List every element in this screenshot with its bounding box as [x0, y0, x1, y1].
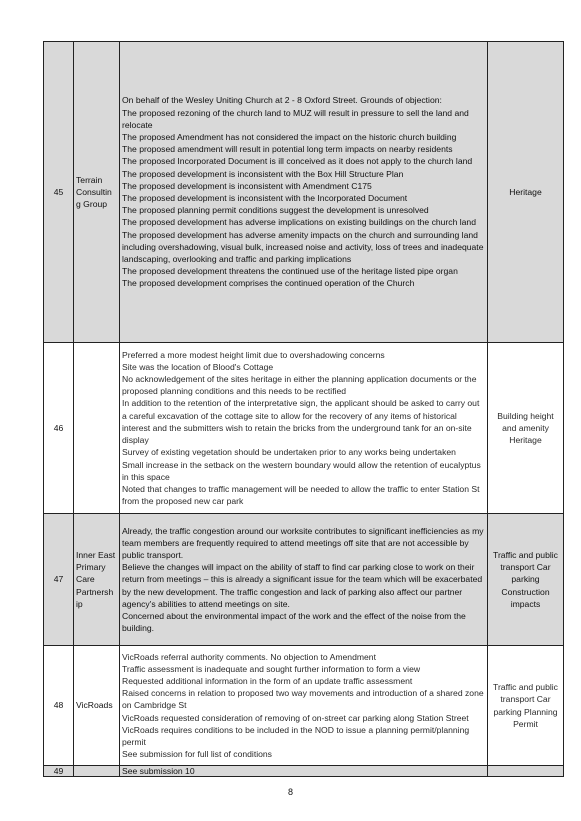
table-row [44, 646, 564, 766]
submission-summary [120, 42, 488, 343]
table-row [44, 766, 564, 777]
issue-category: Building height and amenity Heritage [488, 343, 564, 514]
submitter-name: Inner East Primary Care Partnersh ip [74, 514, 120, 646]
submission-number: 49 [44, 766, 74, 777]
submission-line: The proposed amendment will result in potential long term impacts on nearby residents [122, 144, 453, 155]
submission-line: Requested additional information in the form of an update traffic assessment [122, 675, 413, 686]
page-number: 8 [287, 787, 293, 797]
submission-line: The proposed development comprises the continued operation of the Church [122, 278, 415, 289]
issue-category: Traffic and public transport Car parking Construction impacts [488, 514, 564, 646]
submission-line: Raised concerns in relation to proposed two way movements and introduction of a shared zone on Cambridge St [122, 688, 484, 711]
submitter-name [74, 343, 120, 514]
submission-summary [120, 646, 488, 766]
submission-line: Traffic assessment is inadequate and sought further information to form a view [122, 663, 421, 674]
submission-summary [120, 343, 488, 514]
submission-line: In addition to the retention of the interpretative sign, the applicant should be asked to carry out a careful excavation of the cottage site to allow for the recovery of any items of historical interest and the submitters wish to retain the bricks from the underground tank for an on-site display [122, 398, 480, 446]
submission-line: Concerned about the environmental impact of the work and the effect of the noise from the building. [122, 611, 466, 634]
submission-line: Preferred a more modest height limit due to overshadowing concerns [122, 349, 385, 360]
submission-line: See submission 10 [122, 766, 195, 776]
submission-line: Survey of existing vegetation should be undertaken prior to any works being undertaken [122, 447, 456, 458]
issue-category: Heritage [488, 42, 564, 343]
submission-line: The proposed development has adverse implications on existing buildings on the church land [122, 217, 476, 228]
submission-line: The proposed development has adverse amenity impacts on the church and surrounding land including overshadowing, visual bulk, increased noise and activity, loss of trees and inadequate landscaping, overlooking and traffic and parking implications [122, 229, 484, 265]
submission-line: The proposed development is inconsistent with Amendment C175 [122, 180, 372, 191]
submission-number: 46 [44, 343, 74, 514]
submission-line: The proposed development is inconsistent with the Incorporated Document [122, 193, 408, 203]
issue-category: Traffic and public transport Car parking Planning Permit [488, 646, 564, 766]
submission-line: On behalf of the Wesley Uniting Church at 2 - 8 Oxford Street. Grounds of objection: [122, 95, 442, 106]
submission-line: The proposed development threatens the continued use of the heritage listed pipe organ [122, 266, 458, 277]
issue-category [488, 766, 564, 777]
submitter-name: Terrain Consultin g Group [74, 42, 120, 343]
submission-number: 47 [44, 514, 74, 646]
table-row [44, 343, 564, 514]
submitter-name [74, 766, 120, 777]
submitter-name: VicRoads [74, 646, 120, 766]
table-row [44, 514, 564, 646]
submission-line: No acknowledgement of the sites heritage in either the planning application documents or the proposed planning conditions and this needs to be rectified [122, 374, 477, 397]
submission-line: Site was the location of Blood's Cottage [122, 361, 274, 372]
submission-line: The proposed planning permit conditions suggest the development is unresolved [122, 205, 429, 216]
table-row [44, 42, 564, 343]
submissions-table [43, 41, 564, 777]
submission-line: The proposed rezoning of the church land to MUZ will result in pressure to sell the land and relocate [122, 107, 469, 130]
submission-number: 48 [44, 646, 74, 766]
submission-line: VicRoads requested consideration of removing of on-street car parking along Station Street [122, 712, 469, 723]
submission-line: The proposed Amendment has not considered the impact on the historic church building [122, 131, 457, 142]
submission-line: VicRoads referral authority comments. No objection to Amendment [122, 651, 376, 662]
submission-line: Believe the changes will impact on the ability of staff to find car parking close to work on their return from meetings – this is already a significant issue for the team which will be exacerbated by the new development. The traffic congestion and lack of parking also affect our partner agency's abilities to attend meetings on site. [122, 562, 483, 609]
submission-line: Noted that changes to traffic management will be needed to allow the traffic to enter Station St from the proposed new car park [122, 483, 480, 507]
submission-line: The proposed development is inconsistent with the Box Hill Structure Plan [122, 168, 404, 179]
submission-line: The proposed Incorporated Document is ill conceived as it does not apply to the church land [122, 156, 473, 167]
submission-summary [120, 514, 488, 646]
submission-line: Small increase in the setback on the western boundary would allow the retention of eucalyptus in this space [122, 459, 481, 482]
submission-line: VicRoads requires conditions to be included in the NOD to issue a planning permit/planning permit [122, 724, 470, 747]
submission-line: Already, the traffic congestion around our worksite contributes to significant inefficiencies as my team members are frequently required to attend meetings off site that are not accessible by public transport. [122, 525, 484, 560]
submission-number: 45 [44, 42, 74, 343]
submission-summary [120, 766, 488, 777]
submission-line: See submission for full list of conditions [122, 749, 272, 760]
